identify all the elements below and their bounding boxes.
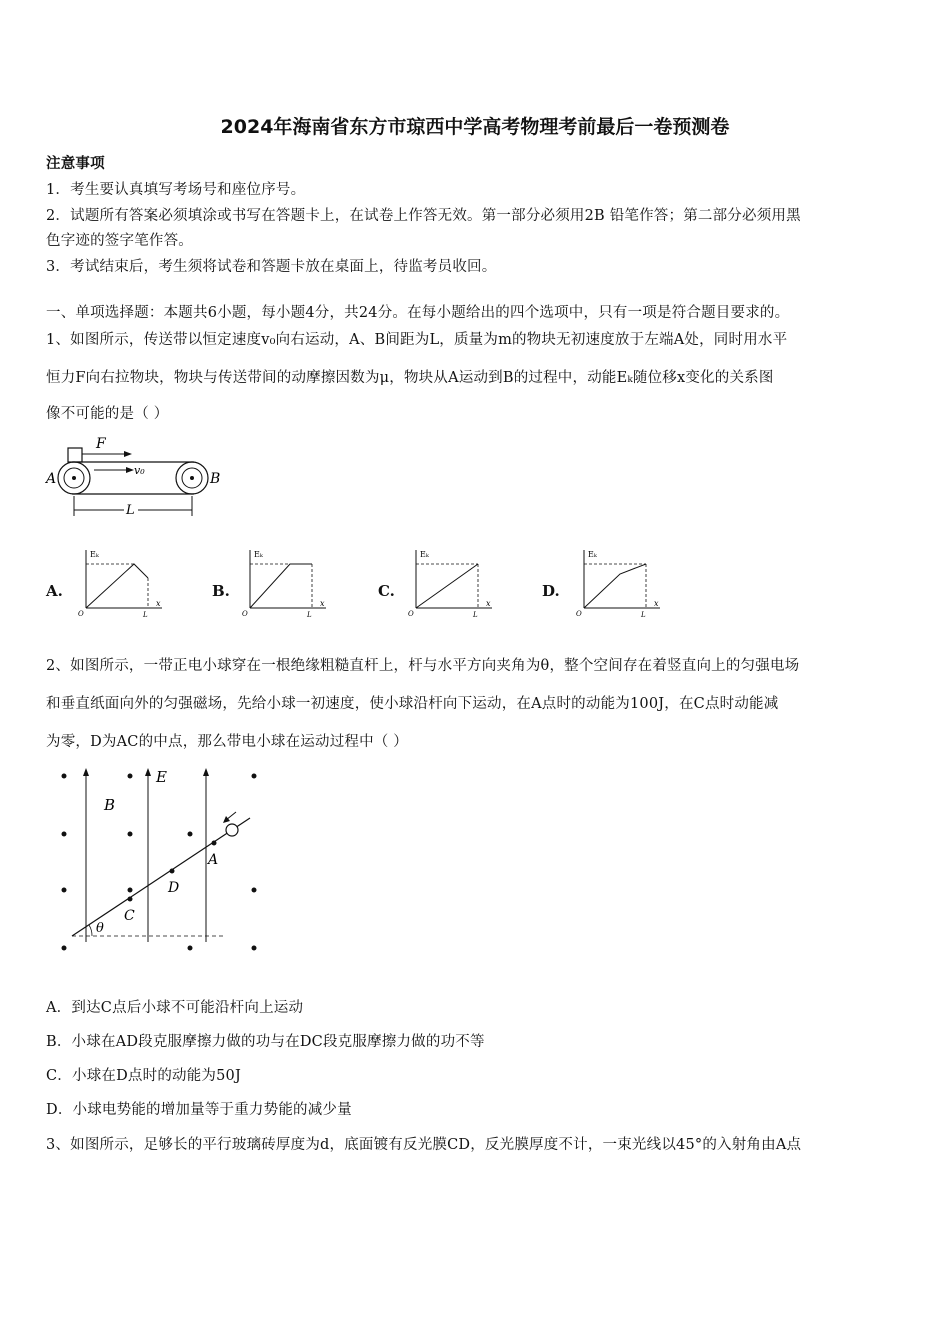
axis-label-x: x <box>654 599 659 608</box>
length-label: L <box>126 503 135 518</box>
tick-label-l: L <box>473 611 478 619</box>
question-text: 1、如图所示，传送带以恒定速度v₀向右运动，A、B间距为L，质量为m的物块无初速度放于左端A处，同时用水平 <box>46 332 788 348</box>
question-text: 像不可能的是（ ） <box>46 406 169 422</box>
point-d-label: D <box>168 880 180 896</box>
origin-label: O <box>408 610 414 618</box>
e-field-label: E <box>156 768 167 786</box>
option-b-graph <box>240 546 330 622</box>
notice-item: 1．考生要认真填写考场号和座位序号。 <box>46 182 306 198</box>
axis-label-ek: Eₖ <box>254 550 263 559</box>
option-item[interactable]: B．小球在AD段克服摩擦力做的功与在DC段克服摩擦力做的功不等 <box>46 1034 485 1050</box>
axis-label-x: x <box>486 599 491 608</box>
point-b-label: B <box>210 471 221 487</box>
option-c-graph <box>406 546 496 622</box>
question-text: 为零，D为AC的中点，那么带电小球在运动过程中（ ） <box>46 734 408 750</box>
notice-item: 色字迹的签字笔作答。 <box>46 233 193 249</box>
option-a-label[interactable]: A. <box>46 582 63 600</box>
ek-curve <box>86 564 148 608</box>
field-figure <box>50 762 280 958</box>
axis-label-x: x <box>320 599 325 608</box>
rod <box>72 818 250 936</box>
tick-label-l: L <box>307 611 312 619</box>
axis-label-ek: Eₖ <box>420 550 429 559</box>
tick-label-l: L <box>143 611 148 619</box>
option-d-graph <box>574 546 664 622</box>
page-title: 2024年海南省东方市琼西中学高考物理考前最后一卷预测卷 <box>220 116 730 138</box>
point-c-label: C <box>124 908 135 924</box>
option-item[interactable]: D．小球电势能的增加量等于重力势能的减少量 <box>46 1102 352 1118</box>
point-a-label: A <box>208 852 219 868</box>
point-a-label: A <box>46 471 57 487</box>
axis-label-x: x <box>156 599 161 608</box>
ek-curve <box>250 564 312 608</box>
axis-label-ek: Eₖ <box>588 550 597 559</box>
section-heading: 一、单项选择题：本题共6小题，每小题4分，共24分。在每小题给出的四个选项中，只有一项是符合题目要求的。 <box>46 305 790 321</box>
notice-heading: 注意事项 <box>46 155 105 172</box>
b-field-label: B <box>104 796 116 814</box>
option-item[interactable]: C．小球在D点时的动能为50J <box>46 1068 241 1084</box>
notice-item: 3．考试结束后，考生须将试卷和答题卡放在桌面上，待监考员收回。 <box>46 259 497 275</box>
axis-label-ek: Eₖ <box>90 550 99 559</box>
conveyor-figure <box>44 434 234 524</box>
charged-ball <box>226 824 238 836</box>
origin-label: O <box>78 610 84 618</box>
force-label: F <box>96 436 106 452</box>
ek-curve <box>416 564 478 608</box>
notice-item: 2．试题所有答案必须填涂或书写在答题卡上，在试卷上作答无效。第一部分必须用2B 铅笔作答；第二部分必须用黑 <box>46 208 801 224</box>
question-text: 3、如图所示，足够长的平行玻璃砖厚度为d，底面镀有反光膜CD，反光膜厚度不计，一束光线以45°的入射角由A点 <box>46 1137 802 1153</box>
option-c-label[interactable]: C. <box>378 582 395 600</box>
question-text: 和垂直纸面向外的匀强磁场，先给小球一初速度，使小球沿杆向下运动，在A点时的动能为100J，在C点时动能减 <box>46 696 779 712</box>
question-text: 2、如图所示，一带正电小球穿在一根绝缘粗糙直杆上，杆与水平方向夹角为θ，整个空间存在着竖直向上的匀强电场 <box>46 658 800 674</box>
option-d-label[interactable]: D. <box>542 582 560 600</box>
origin-label: O <box>576 610 582 618</box>
tick-label-l: L <box>641 611 646 619</box>
option-b-label[interactable]: B. <box>212 582 230 600</box>
question-text: 恒力F向右拉物块，物块与传送带间的动摩擦因数为μ，物块从A运动到B的过程中，动能Eₖ随位移x变化的关系图 <box>46 370 774 386</box>
velocity-label: v₀ <box>134 464 145 477</box>
option-a-graph <box>76 546 166 622</box>
origin-label: O <box>242 610 248 618</box>
block <box>68 448 82 462</box>
option-item[interactable]: A．到达C点后小球不可能沿杆向上运动 <box>46 1000 304 1016</box>
ek-curve <box>584 564 646 608</box>
theta-label: θ <box>96 921 104 936</box>
